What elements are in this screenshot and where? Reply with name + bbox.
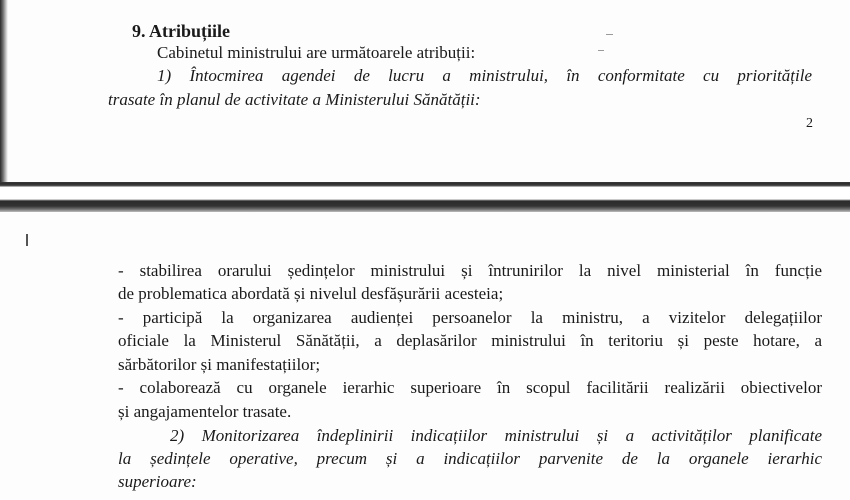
scan-edge-shadow (0, 0, 8, 182)
scan-speck (598, 50, 604, 51)
section-heading: 9. Atribuțiile (132, 21, 230, 41)
scan-speck (606, 34, 613, 35)
document-page-bottom (0, 212, 850, 500)
bullet-1-line-1: - stabilirea orarului ședințelor ministrului și întrunirilor la nivel ministerial în funcție (118, 261, 822, 280)
item1-line-1: 1) Întocmirea agendei de lucru a ministrului, în conformitate cu prioritățile (157, 66, 812, 85)
bullet-3-line-1: - colaborează cu organele ierarhic superioare în scopul facilitării realizării obiectivelor (118, 378, 822, 397)
bullet-2-line-2: oficiale la Ministerul Sănătății, a deplasărilor ministrului în teritoriu și peste hotare, a (118, 331, 822, 350)
item1-line-2: trasate în planul de activitate a Ministerului Sănătății: (108, 90, 481, 109)
item2-line-2: la ședințele operative, precum și a indicațiilor parvenite de la organele ierarhic (118, 449, 822, 468)
page-separator (0, 182, 850, 212)
page-number: 2 (806, 116, 813, 131)
bullet-2-line-1: - participă la organizarea audienței persoanelor la ministru, a vizitelor delegațiilor (118, 308, 822, 327)
bullet-3-line-2: și angajamentelor trasate. (118, 402, 292, 421)
item2-line-1: 2) Monitorizarea îndeplinirii indicațiilor ministrului și a activităților planificate (170, 426, 822, 445)
section-intro: Cabinetul ministrului are următoarele atribuții: (157, 43, 476, 62)
bullet-1-line-2: de problematica abordată și nivelul desfășurării acesteia; (118, 284, 504, 303)
scan-margin-mark (26, 234, 28, 246)
bullet-2-line-3: sărbătorilor și manifestațiilor; (118, 355, 321, 374)
document-page-top (0, 0, 850, 182)
item2-line-3: superioare: (118, 472, 197, 491)
